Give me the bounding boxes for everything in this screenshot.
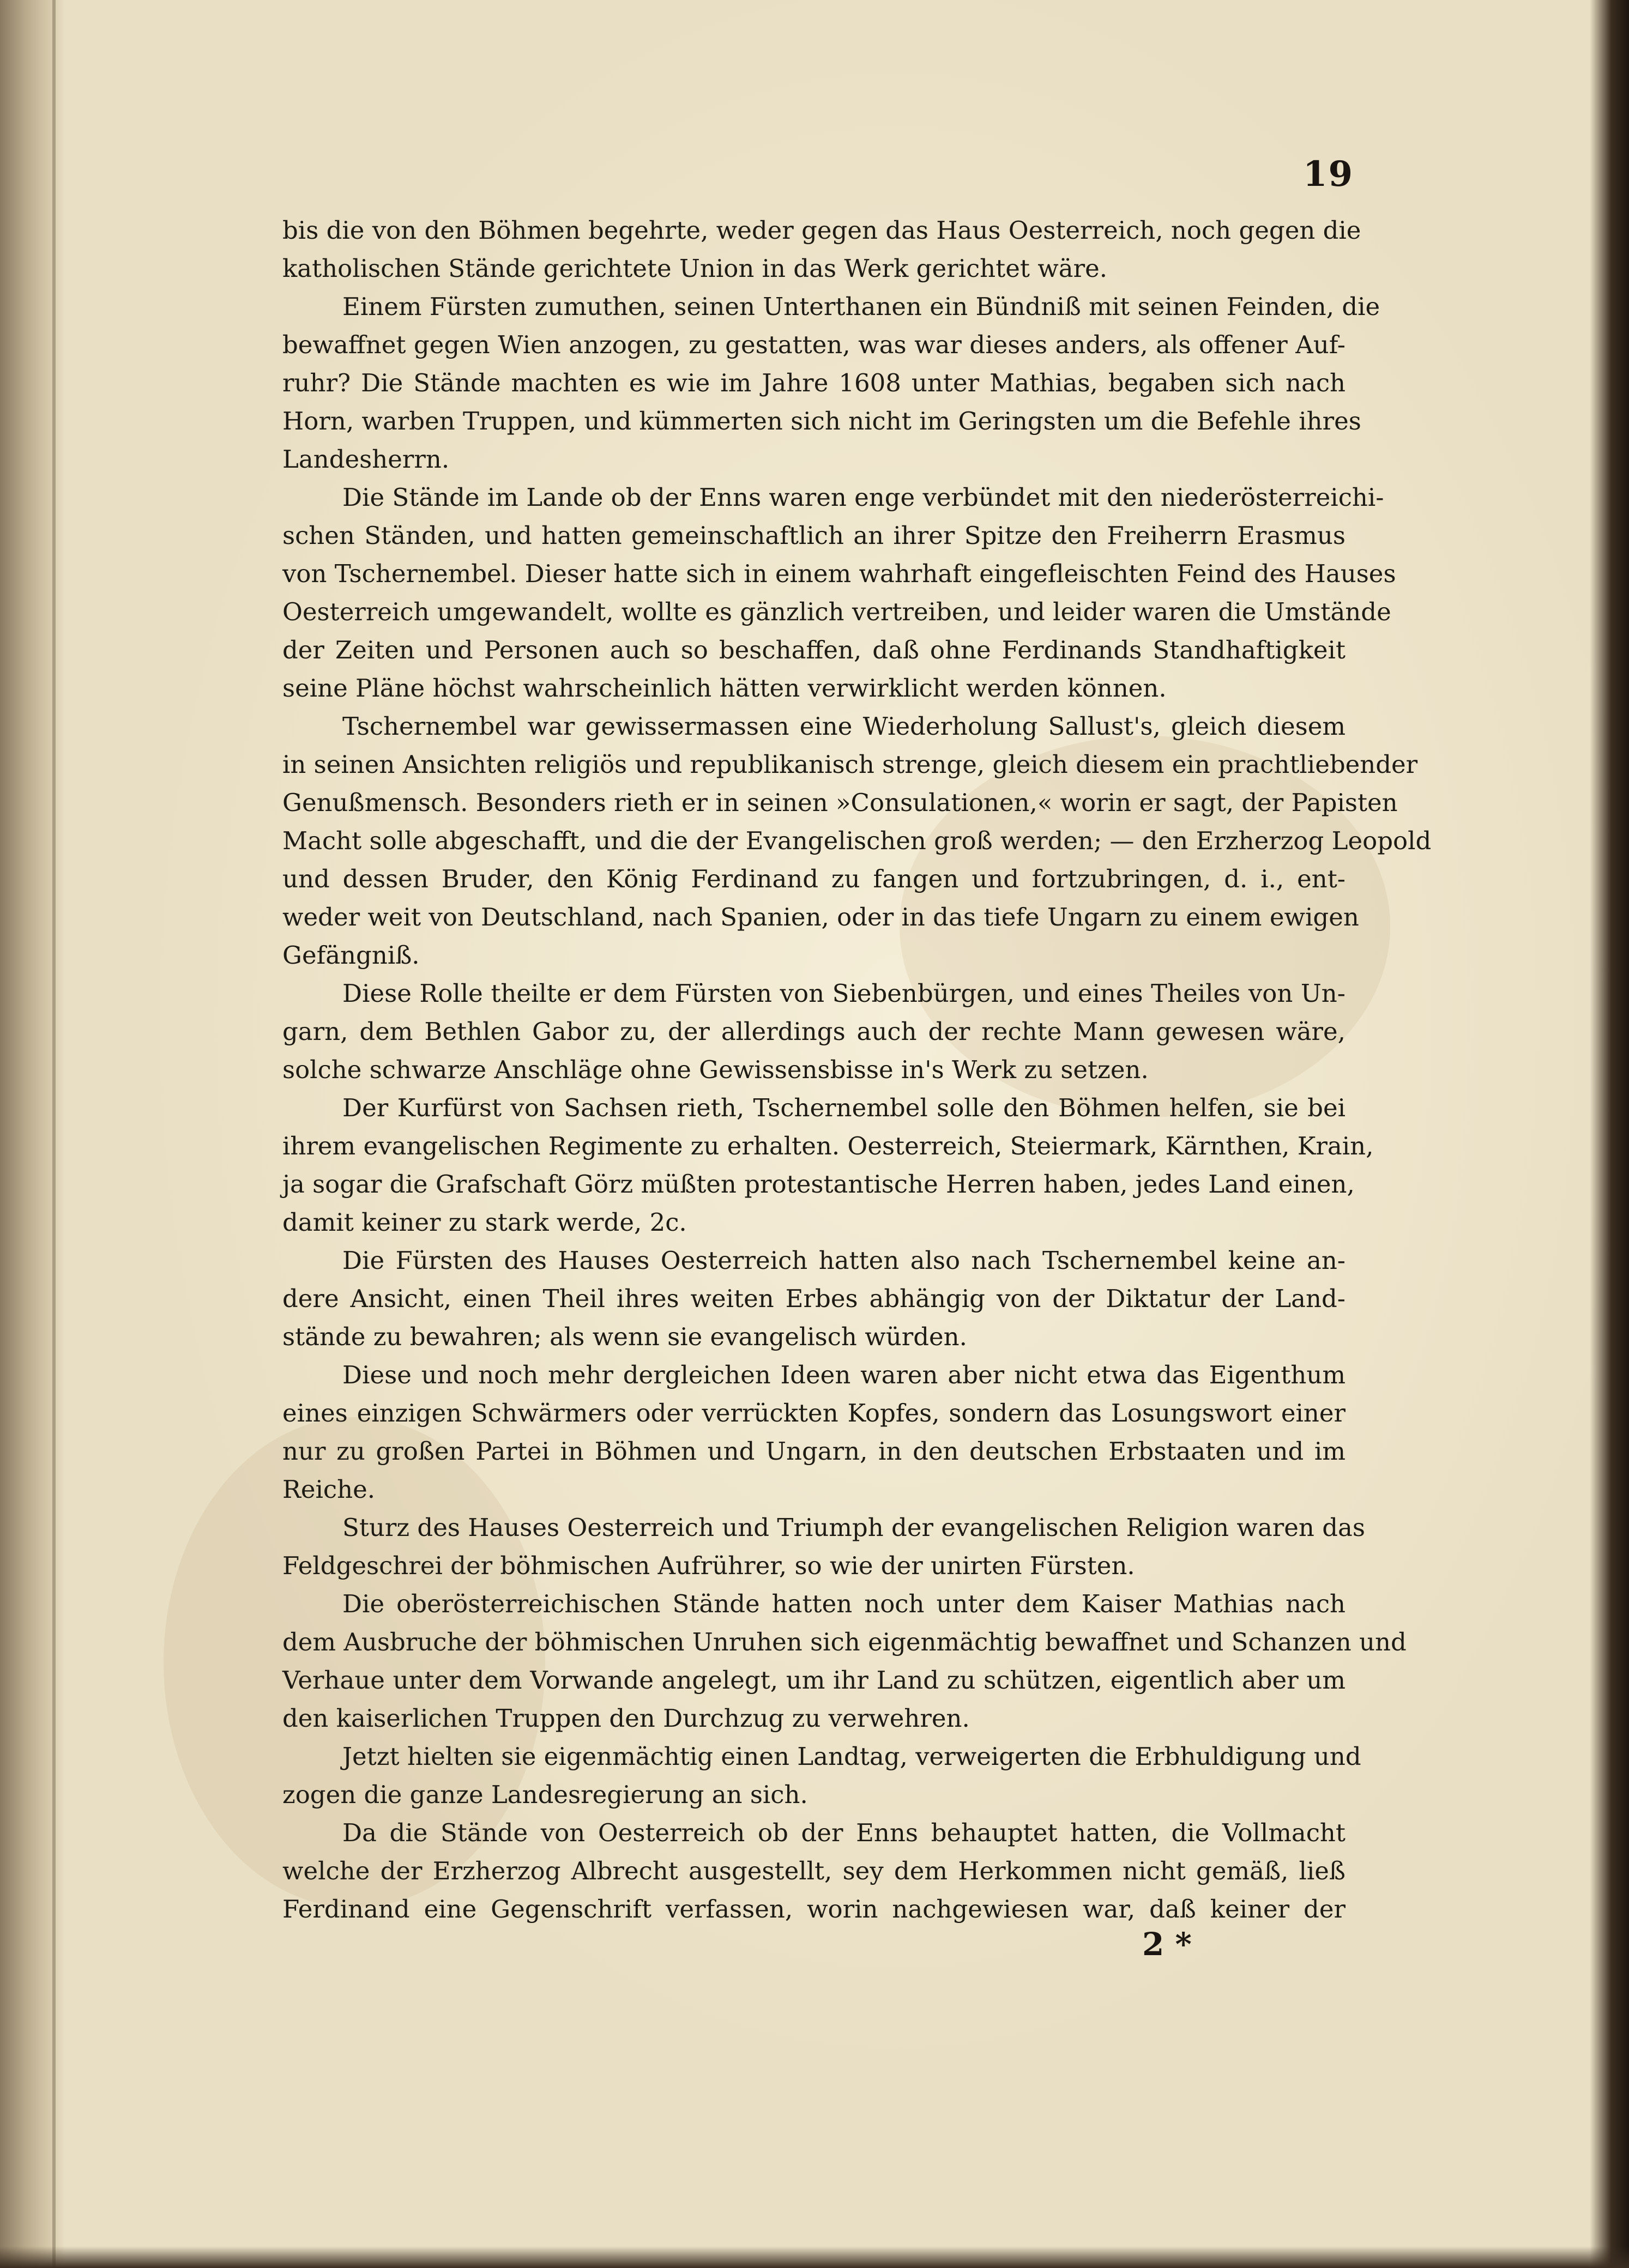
text-line: seine Pläne höchst wahrscheinlich hätten verwirklicht werden können. xyxy=(282,674,1167,703)
text-line: nur zu großen Partei in Böhmen und Ungarn, in den deutschen Erbstaaten und im xyxy=(282,1437,1346,1466)
binding-fold xyxy=(52,0,56,2268)
page-edge-shadow xyxy=(1590,0,1629,2268)
page-number: 19 xyxy=(1303,154,1354,195)
text-line: Da die Stände von Oesterreich ob der Enns behauptet hatten, die Vollmacht xyxy=(342,1818,1346,1847)
text-line: Genußmensch. Besonders rieth er in seinen »Consulationen,« worin er sagt, der Papisten xyxy=(282,788,1398,817)
text-line: Die oberösterreichischen Stände hatten noch unter dem Kaiser Mathias nach xyxy=(342,1589,1346,1618)
text-line: und dessen Bruder, den König Ferdinand zu fangen und fortzubringen, d. i., ent- xyxy=(282,864,1346,893)
text-line: solche schwarze Anschläge ohne Gewissensbisse in's Werk zu setzen. xyxy=(282,1055,1149,1084)
text-line: garn, dem Bethlen Gabor zu, der allerdings auch der rechte Mann gewesen wäre, xyxy=(282,1017,1346,1046)
text-line: Einem Fürsten zumuthen, seinen Unterthanen ein Bündniß mit seinen Feinden, die xyxy=(342,292,1380,321)
text-line: ihrem evangelischen Regimente zu erhalten. Oesterreich, Steiermark, Kärnthen, Krain, xyxy=(282,1132,1374,1160)
text-line: Verhaue unter dem Vorwande angelegt, um ihr Land zu schützen, eigentlich aber um xyxy=(282,1666,1346,1695)
text-line: Sturz des Hauses Oesterreich und Triumph der evangelischen Religion waren das xyxy=(342,1513,1365,1542)
text-line: ruhr? Die Stände machten es wie im Jahre 1608 unter Mathias, begaben sich nach xyxy=(282,368,1346,397)
text-line: Diese Rolle theilte er dem Fürsten von Siebenbürgen, und eines Theiles von Un- xyxy=(342,979,1346,1008)
text-line: eines einzigen Schwärmers oder verrückten Kopfes, sondern das Losungswort einer xyxy=(282,1399,1346,1428)
text-line: Oesterreich umgewandelt, wollte es gänzlich vertreiben, und leider waren die Umstände xyxy=(282,597,1391,626)
text-line: damit keiner zu stark werde, 2c. xyxy=(282,1208,687,1237)
text-line: den kaiserlichen Truppen den Durchzug zu verwehren. xyxy=(282,1704,970,1733)
text-line: Der Kurfürst von Sachsen rieth, Tschernembel solle den Böhmen helfen, sie bei xyxy=(342,1093,1346,1122)
text-line: zogen die ganze Landesregierung an sich. xyxy=(282,1780,808,1809)
text-line: Reiche. xyxy=(282,1475,376,1504)
text-line: dem Ausbruche der böhmischen Unruhen sich eigenmächtig bewaffnet und Schanzen und xyxy=(282,1628,1407,1656)
text-line: Gefängniß. xyxy=(282,941,420,970)
text-line: von Tschernembel. Dieser hatte sich in einem wahrhaft eingefleischten Feind des Hauses xyxy=(282,559,1396,588)
signature-mark: 2 * xyxy=(1142,1926,1192,1963)
text-line: Horn, warben Truppen, und kümmerten sich nicht im Geringsten um die Befehle ihres xyxy=(282,407,1361,436)
text-line: Diese und noch mehr dergleichen Ideen waren aber nicht etwa das Eigenthum xyxy=(342,1360,1346,1389)
text-line: Feldgeschrei der böhmischen Aufrührer, so wie der unirten Fürsten. xyxy=(282,1551,1135,1580)
page-bottom-shadow xyxy=(0,2246,1629,2268)
text-line: weder weit von Deutschland, nach Spanien, oder in das tiefe Ungarn zu einem ewigen xyxy=(282,903,1359,932)
text-line: bewaffnet gegen Wien anzogen, zu gestatten, was war dieses anders, als offener Auf- xyxy=(282,330,1346,359)
text-line: Die Fürsten des Hauses Oesterreich hatten also nach Tschernembel keine an- xyxy=(342,1246,1346,1275)
text-line: Die Stände im Lande ob der Enns waren enge verbündet mit den niederösterreichi- xyxy=(342,483,1384,512)
text-line: ja sogar die Grafschaft Görz müßten protestantische Herren haben, jedes Land einen, xyxy=(282,1170,1355,1199)
text-line: schen Ständen, und hatten gemeinschaftlich an ihrer Spitze den Freiherrn Erasmus xyxy=(282,521,1346,550)
text-line: Macht solle abgeschafft, und die der Evangelischen groß werden; — den Erzherzog Leopold xyxy=(282,826,1432,855)
text-line: Tschernembel war gewissermassen eine Wiederholung Sallust's, gleich diesem xyxy=(342,712,1346,741)
text-line: bis die von den Böhmen begehrte, weder gegen das Haus Oesterreich, noch gegen die xyxy=(282,216,1361,245)
text-line: in seinen Ansichten religiös und republikanisch strenge, gleich diesem ein prachtliebender xyxy=(282,750,1418,779)
text-line: katholischen Stände gerichtete Union in das Werk gerichtet wäre. xyxy=(282,254,1108,283)
text-line: Jetzt hielten sie eigenmächtig einen Landtag, verweigerten die Erbhuldigung und xyxy=(342,1742,1361,1771)
text-line: stände zu bewahren; als wenn sie evangelisch würden. xyxy=(282,1322,967,1351)
text-line: der Zeiten und Personen auch so beschaffen, daß ohne Ferdinands Standhaftigkeit xyxy=(282,636,1346,664)
text-line: dere Ansicht, einen Theil ihres weiten Erbes abhängig von der Diktatur der Land- xyxy=(282,1284,1346,1313)
text-line: Ferdinand eine Gegenschrift verfassen, worin nachgewiesen war, daß keiner der xyxy=(282,1895,1346,1924)
body-text xyxy=(282,211,1432,1928)
text-line: welche der Erzherzog Albrecht ausgestellt, sey dem Herkommen nicht gemäß, ließ xyxy=(282,1856,1346,1885)
text-line: Landesherrn. xyxy=(282,445,450,474)
